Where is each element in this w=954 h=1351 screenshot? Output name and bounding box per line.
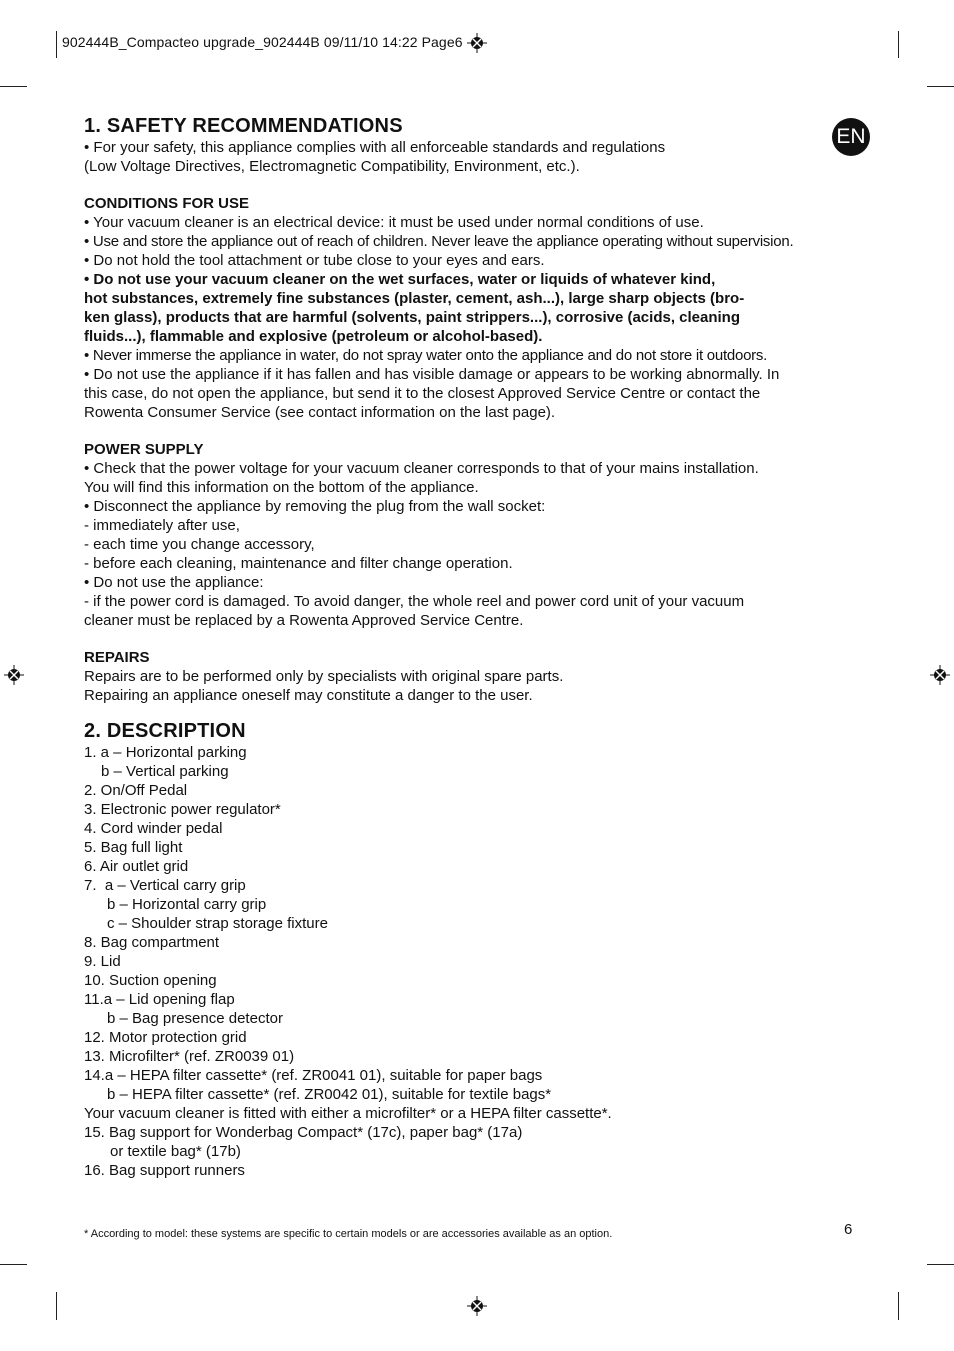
language-badge: EN	[832, 118, 870, 156]
page-number: 6	[844, 1221, 853, 1238]
subheading-power-supply: POWER SUPPLY	[84, 441, 204, 458]
conditions-line: • Never immerse the appliance in water, do not spray water onto the appliance and do not store it outdoors.	[84, 347, 768, 364]
crop-mark	[927, 86, 954, 87]
registration-mark-icon	[467, 1296, 487, 1316]
repairs-line: Repairing an appliance oneself may constitute a danger to the user.	[84, 687, 533, 704]
registration-mark-icon	[930, 665, 950, 685]
conditions-line: • Do not use the appliance if it has fallen and has visible damage or appears to be working abnormally. In	[84, 366, 780, 383]
warning-line: fluids...), flammable and explosive (petroleum or alcohol-based).	[84, 328, 543, 345]
conditions-line: this case, do not open the appliance, but send it to the closest Approved Service Centre or contact the	[84, 385, 761, 402]
warning-line: hot substances, extremely fine substances (plaster, cement, ash...), large sharp objects (bro-	[84, 290, 745, 307]
description-item: 12. Motor protection grid	[84, 1029, 247, 1046]
description-item: b – Horizontal carry grip	[107, 896, 267, 913]
description-item: 10. Suction opening	[84, 972, 217, 989]
registration-mark-icon	[4, 665, 24, 685]
crop-mark	[927, 1264, 954, 1265]
description-item: Your vacuum cleaner is fitted with either a microfilter* or a HEPA filter cassette*.	[84, 1105, 612, 1122]
crop-mark	[898, 31, 899, 58]
crop-mark	[0, 86, 27, 87]
description-item: 9. Lid	[84, 953, 121, 970]
subheading-repairs: REPAIRS	[84, 649, 150, 666]
power-line: • Check that the power voltage for your vacuum cleaner corresponds to that of your mains installation.	[84, 460, 759, 477]
power-line: - immediately after use,	[84, 517, 240, 534]
crop-mark	[0, 1264, 27, 1265]
warning-line: ken glass), products that are harmful (solvents, paint strippers...), corrosive (acids, cleaning	[84, 309, 741, 326]
description-item: 15. Bag support for Wonderbag Compact* (17c), paper bag* (17a)	[84, 1124, 523, 1141]
footnote: * According to model: these systems are specific to certain models or are accessories available as an option.	[84, 1228, 613, 1240]
page-content	[84, 114, 874, 1180]
description-item: 1. a – Horizontal parking	[84, 744, 247, 761]
description-item: b – Vertical parking	[101, 763, 229, 780]
crop-mark	[56, 31, 57, 58]
conditions-line: Rowenta Consumer Service (see contact information on the last page).	[84, 404, 556, 421]
description-item: or textile bag* (17b)	[110, 1143, 241, 1160]
intro-line: (Low Voltage Directives, Electromagnetic Compatibility, Environment, etc.).	[84, 158, 580, 175]
power-line: • Disconnect the appliance by removing the plug from the wall socket:	[84, 498, 546, 515]
description-item: 3. Electronic power regulator*	[84, 801, 281, 818]
description-item: b – HEPA filter cassette* (ref. ZR0042 01), suitable for textile bags*	[107, 1086, 552, 1103]
repairs-line: Repairs are to be performed only by specialists with original spare parts.	[84, 668, 564, 685]
description-item: 14.a – HEPA filter cassette* (ref. ZR0041 01), suitable for paper bags	[84, 1067, 543, 1084]
description-item: b – Bag presence detector	[107, 1010, 283, 1027]
conditions-line: • Do not hold the tool attachment or tube close to your eyes and ears.	[84, 252, 545, 269]
power-line: cleaner must be replaced by a Rowenta Approved Service Centre.	[84, 612, 524, 629]
description-item: 7. a – Vertical carry grip	[84, 877, 246, 894]
description-item: 11.a – Lid opening flap	[84, 991, 235, 1008]
section-title-description: 2. DESCRIPTION	[84, 720, 246, 742]
description-item: 8. Bag compartment	[84, 934, 220, 951]
description-item: 16. Bag support runners	[84, 1162, 245, 1179]
registration-mark-icon	[467, 33, 487, 53]
warning-line: • Do not use your vacuum cleaner on the wet surfaces, water or liquids of whatever kind,	[84, 271, 716, 288]
power-line: You will find this information on the bottom of the appliance.	[84, 479, 479, 496]
description-item: 13. Microfilter* (ref. ZR0039 01)	[84, 1048, 295, 1065]
description-item: c – Shoulder strap storage fixture	[107, 915, 328, 932]
power-line: - if the power cord is damaged. To avoid danger, the whole reel and power cord unit of your vacuum	[84, 593, 745, 610]
conditions-line: • Your vacuum cleaner is an electrical device: it must be used under normal conditions of use.	[84, 214, 704, 231]
subheading-conditions: CONDITIONS FOR USE	[84, 195, 250, 212]
crop-mark	[56, 1292, 57, 1320]
conditions-line: • Use and store the appliance out of reach of children. Never leave the appliance operating without supervision.	[84, 233, 794, 250]
description-item: 6. Air outlet grid	[84, 858, 189, 875]
description-item: 4. Cord winder pedal	[84, 820, 223, 837]
intro-line: • For your safety, this appliance complies with all enforceable standards and regulations	[84, 139, 666, 156]
power-line: - before each cleaning, maintenance and filter change operation.	[84, 555, 513, 572]
crop-mark	[898, 1292, 899, 1320]
section-title-safety: 1. SAFETY RECOMMENDATIONS	[84, 115, 403, 137]
print-slug: 902444B_Compacteo upgrade_902444B 09/11/10 14:22 Page6	[62, 34, 463, 50]
description-item: 5. Bag full light	[84, 839, 183, 856]
description-item: 2. On/Off Pedal	[84, 782, 188, 799]
power-line: - each time you change accessory,	[84, 536, 315, 553]
power-line: • Do not use the appliance:	[84, 574, 264, 591]
